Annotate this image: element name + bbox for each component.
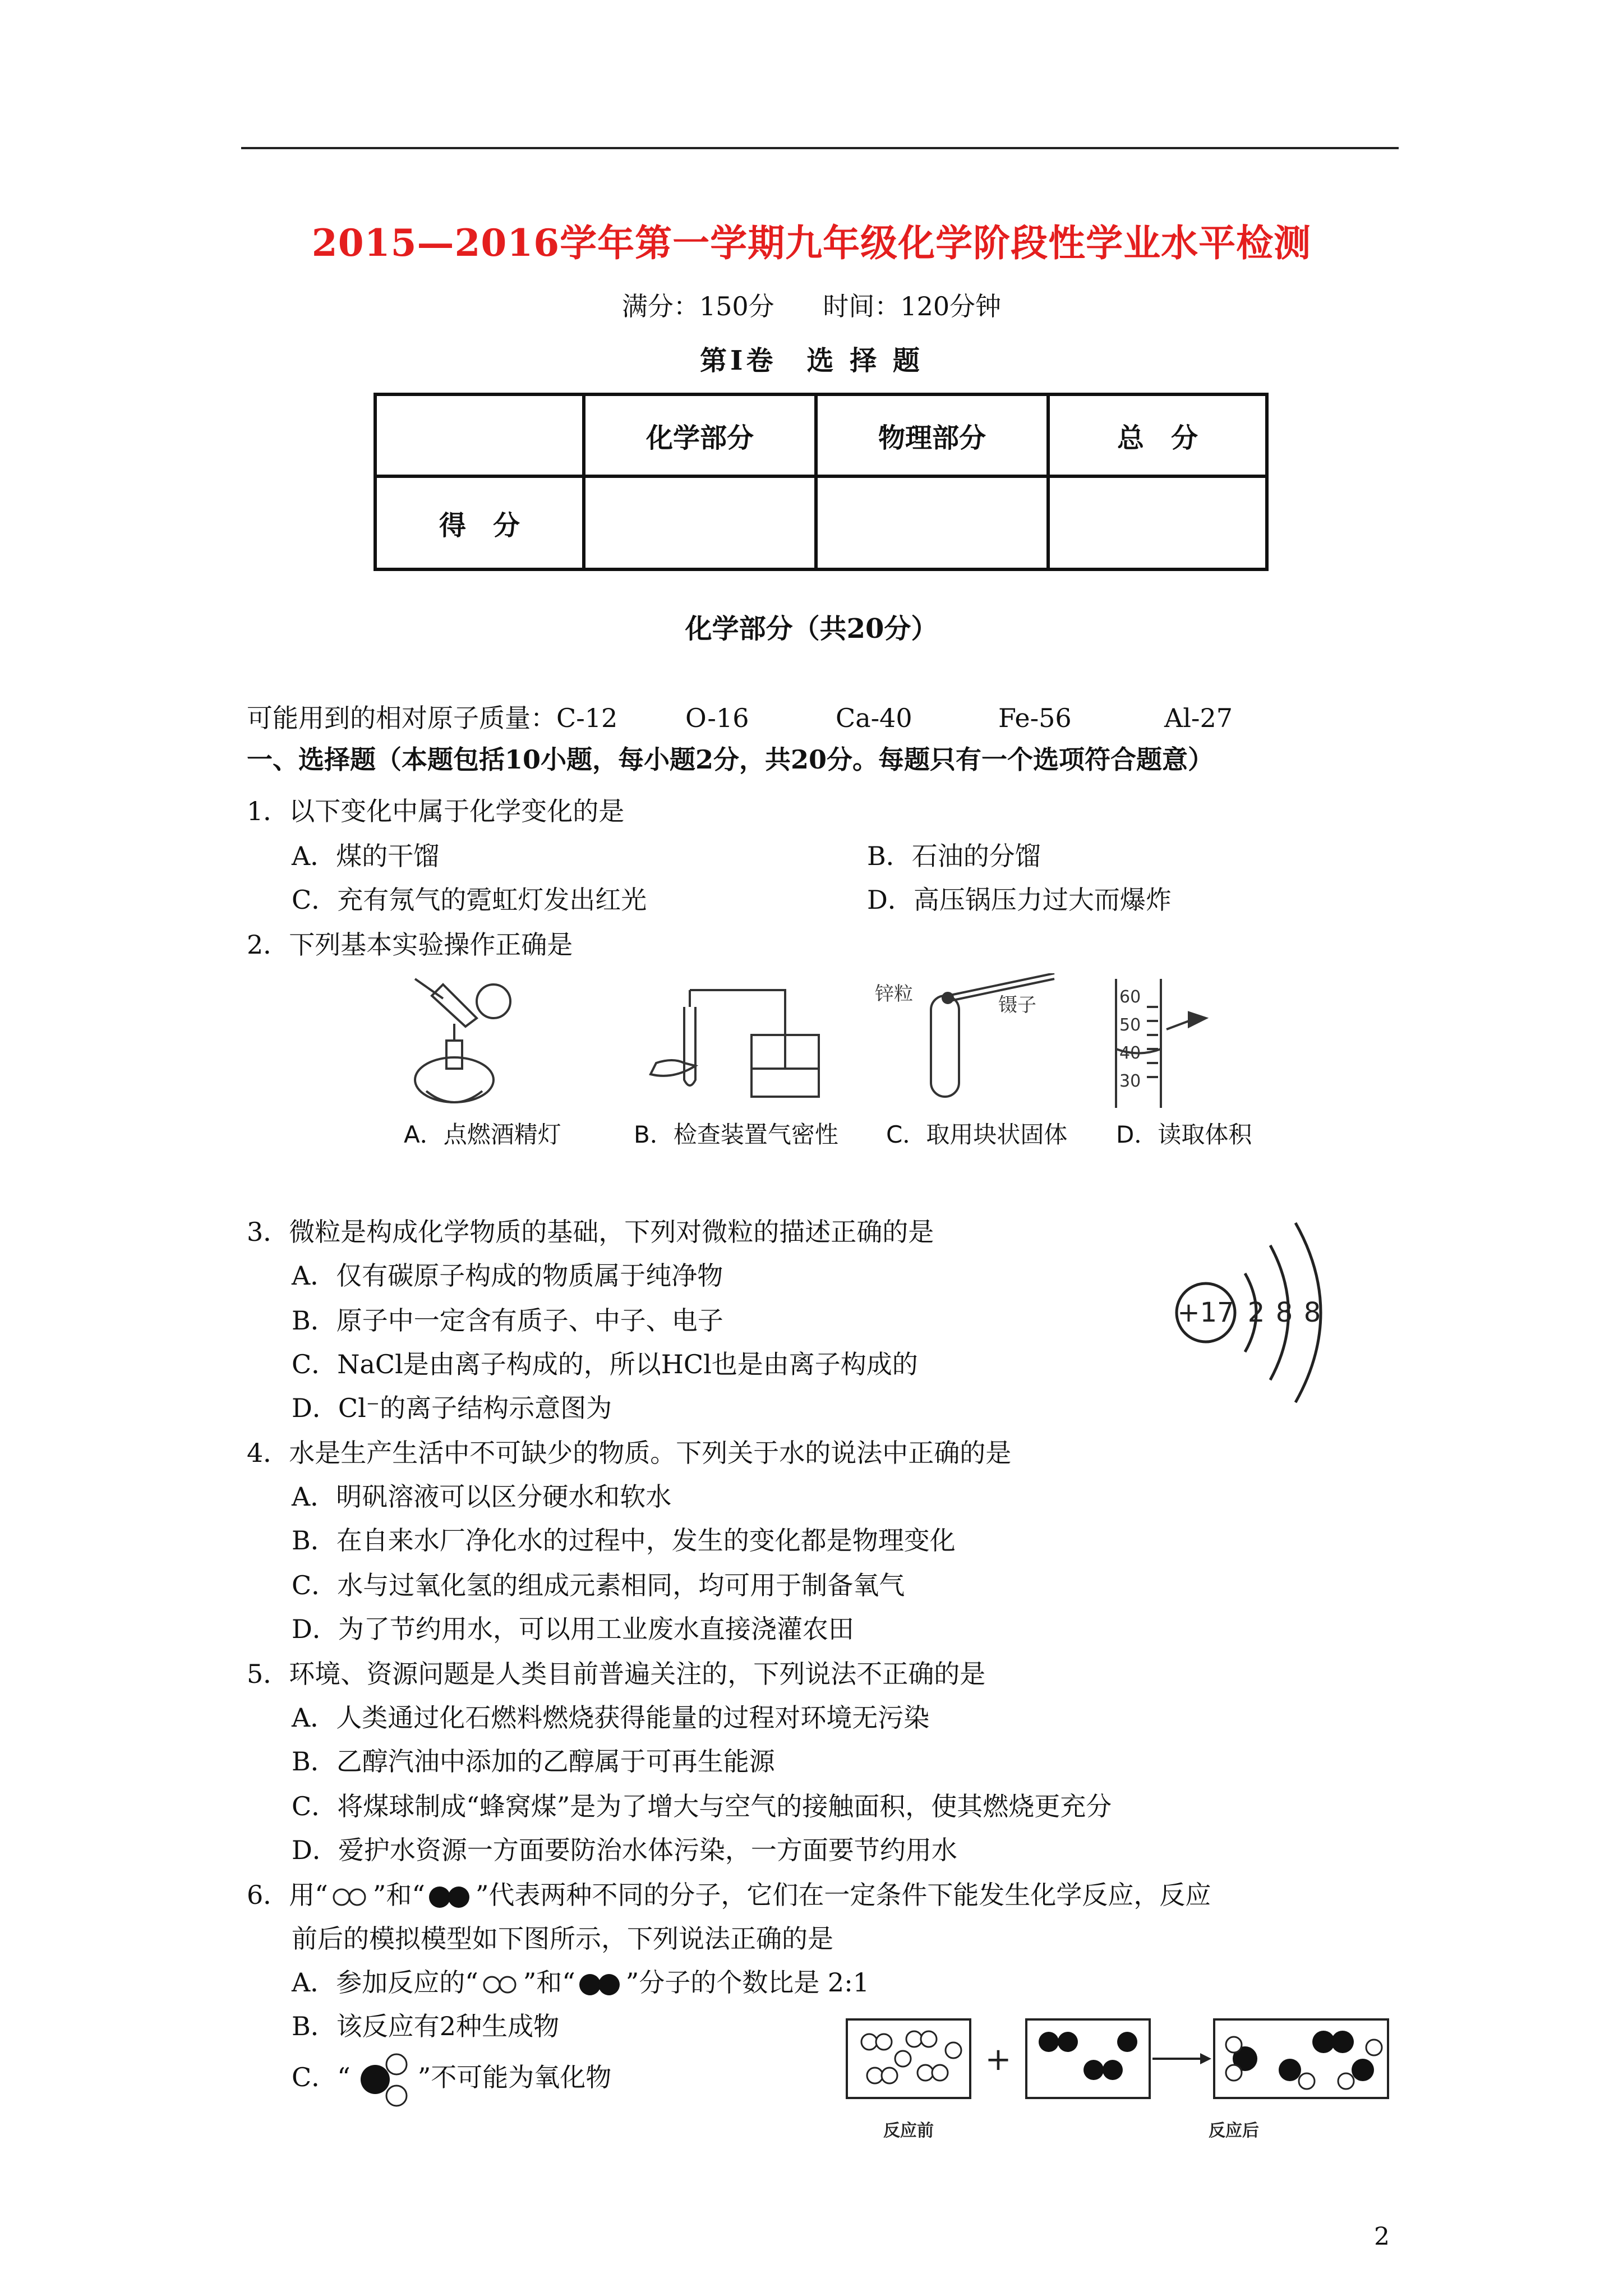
exam-meta: [0, 286, 1623, 323]
q6-c-part2: ”不可能为氧化物: [417, 2062, 612, 2092]
q6-option-a[interactable]: [292, 1962, 869, 1999]
atomic-mass-label: 可能用到的相对原子质量：: [247, 703, 556, 733]
q2-option-d[interactable]: D．读取体积: [1116, 1121, 1252, 1148]
score-cell-total[interactable]: [1048, 476, 1267, 569]
score-col-phys: 物理部分: [816, 394, 1048, 476]
section-title: 化学部分（共20分）: [685, 613, 938, 645]
score-col-total: 总 分: [1048, 394, 1267, 476]
q5-option-b[interactable]: B．乙醇汽油中添加的乙醇属于可再生能源: [292, 1746, 775, 1777]
q5-option-d[interactable]: D．爱护水资源一方面要防治水体污染，一方面要节约用水: [292, 1835, 957, 1865]
before-box-black: [1026, 2019, 1150, 2098]
score-row-label: 得 分: [375, 476, 584, 569]
shell-1-count: 2: [1247, 1297, 1265, 1328]
tick-50: 50: [1119, 1015, 1141, 1035]
mass-fe: Fe-56: [998, 703, 1072, 733]
full-score: 满分：150分: [621, 291, 774, 321]
mixed-molecule-icon: [351, 2049, 418, 2110]
white-molecules: [861, 2031, 961, 2083]
q4-stem: 4．水是生产生活中不可缺少的物质。下列关于水的说法中正确的是: [247, 1438, 1012, 1468]
white-molecule-icon: [478, 1973, 523, 1996]
black-molecules: [1039, 2032, 1137, 2080]
q3-option-d[interactable]: D．Cl⁻的离子结构示意图为: [292, 1393, 612, 1423]
q3-option-b[interactable]: B．原子中一定含有质子、中子、电子: [292, 1305, 723, 1336]
q2-stem: 2．下列基本实验操作正确是: [247, 930, 573, 960]
plus-sign: +: [985, 2041, 1012, 2078]
q6-stem-part2: ”和“: [372, 1880, 425, 1910]
q5-option-a[interactable]: A．人类通过化石燃料燃烧获得能量的过程对环境无污染: [292, 1703, 930, 1733]
q2-option-b[interactable]: B．检查装置气密性: [634, 1121, 838, 1148]
volume-heading: 第Ⅰ卷 选 择 题: [700, 345, 923, 376]
label-before: 反应前: [883, 2121, 934, 2141]
q6-a-part2: ”和“: [523, 1967, 575, 1998]
exam-time: 时间：120分钟: [823, 291, 1002, 321]
shell-3-count: 8: [1303, 1297, 1321, 1328]
score-cell-phys[interactable]: [816, 476, 1048, 569]
mass-o: O-16: [685, 703, 749, 733]
q4-option-c[interactable]: C．水与过氧化氢的组成元素相同，均可用于制备氧气: [292, 1570, 905, 1600]
q5-option-c[interactable]: C．将煤球制成“蜂窝煤”是为了增大与空气的接触面积，使其燃烧更充分: [292, 1791, 1112, 1821]
cl-ion-diagram: [1166, 1217, 1368, 1425]
tick-60: 60: [1119, 987, 1141, 1007]
label-zinc: 锌粒: [875, 983, 913, 1005]
q1-option-d[interactable]: D．高压锅压力过大而爆炸: [867, 885, 1172, 915]
score-cell-chem[interactable]: [584, 476, 816, 569]
q3-option-c[interactable]: C．NaCl是由离子构成的，所以HCl也是由离子构成的: [292, 1349, 918, 1379]
q4-option-a[interactable]: A．明矾溶液可以区分硬水和软水: [292, 1481, 672, 1512]
shell-2-count: 8: [1275, 1297, 1293, 1328]
q1-option-c[interactable]: C．充有氖气的霓虹灯发出红光: [292, 885, 647, 915]
q6-option-c[interactable]: [292, 2049, 611, 2110]
product-molecules: [1226, 2031, 1382, 2089]
reaction-model-figure: [841, 2008, 1396, 2148]
q6-a-part3: ”分子的个数比是 2:1: [625, 1967, 869, 1998]
top-rule: [241, 147, 1399, 149]
mass-c: C-12: [556, 703, 618, 733]
white-molecule-icon: [328, 1886, 373, 1908]
tick-30: 30: [1119, 1071, 1141, 1091]
tick-40: 40: [1119, 1043, 1141, 1063]
q2-option-a[interactable]: A．点燃酒精灯: [404, 1121, 561, 1148]
q1-option-b[interactable]: B．石油的分馏: [867, 841, 1041, 871]
page-number: 2: [1374, 2223, 1390, 2251]
arrow-head: [1200, 2053, 1211, 2064]
label-after: 反应后: [1209, 2121, 1259, 2141]
q6-c-part1: C．“: [292, 2062, 351, 2092]
score-table-corner: [375, 394, 584, 476]
score-table: [374, 393, 1269, 571]
q4-option-b[interactable]: B．在自来水厂净化水的过程中，发生的变化都是物理变化: [292, 1525, 956, 1556]
q4-option-d[interactable]: D．为了节约用水，可以用工业废水直接浇灌农田: [292, 1614, 854, 1644]
nucleus-charge: +17: [1177, 1297, 1234, 1328]
q3-option-a[interactable]: A．仅有碳原子构成的物质属于纯净物: [292, 1260, 723, 1291]
exam-title: 2015—2016学年第一学期九年级化学阶段性学业水平检测: [311, 221, 1312, 265]
score-col-chem: 化学部分: [584, 394, 816, 476]
q6-option-b[interactable]: B．该反应有2种生成物: [292, 2011, 560, 2041]
q2-option-c[interactable]: C．取用块状固体: [886, 1121, 1068, 1148]
mass-ca: Ca-40: [836, 703, 912, 733]
q5-stem: 5．环境、资源问题是人类目前普遍关注的，下列说法不正确的是: [247, 1659, 986, 1689]
q6-a-part1: A．参加反应的“: [292, 1967, 478, 1998]
label-tweezer: 镊子: [998, 994, 1036, 1016]
alcohol-lamp-figure: [415, 979, 510, 1102]
q6-stem-part1: 6．用“: [247, 1880, 328, 1910]
q6-stem-line1: [247, 1875, 1211, 1912]
black-molecule-icon: [425, 1884, 476, 1910]
q1-option-a[interactable]: A．煤的干馏: [292, 841, 440, 871]
airtight-check-figure: [651, 990, 819, 1097]
q3-stem: 3．微粒是构成化学物质的基础，下列对微粒的描述正确的是: [247, 1217, 934, 1247]
black-molecule-icon: [575, 1972, 626, 1998]
solid-block-figure: [931, 973, 1054, 1097]
atomic-mass-line: [247, 698, 1233, 735]
q6-stem-part3: ”代表两种不同的分子，它们在一定条件下能发生化学反应，反应: [475, 1880, 1211, 1910]
part-one-heading: 一、选择题（本题包括10小题，每小题2分，共20分。每题只有一个选项符合题意）: [247, 744, 1214, 775]
mass-al: Al-27: [1164, 703, 1233, 733]
q1-stem: 1．以下变化中属于化学变化的是: [247, 796, 625, 826]
q6-stem-line2: 前后的模拟模型如下图所示，下列说法正确的是: [292, 1924, 833, 1954]
